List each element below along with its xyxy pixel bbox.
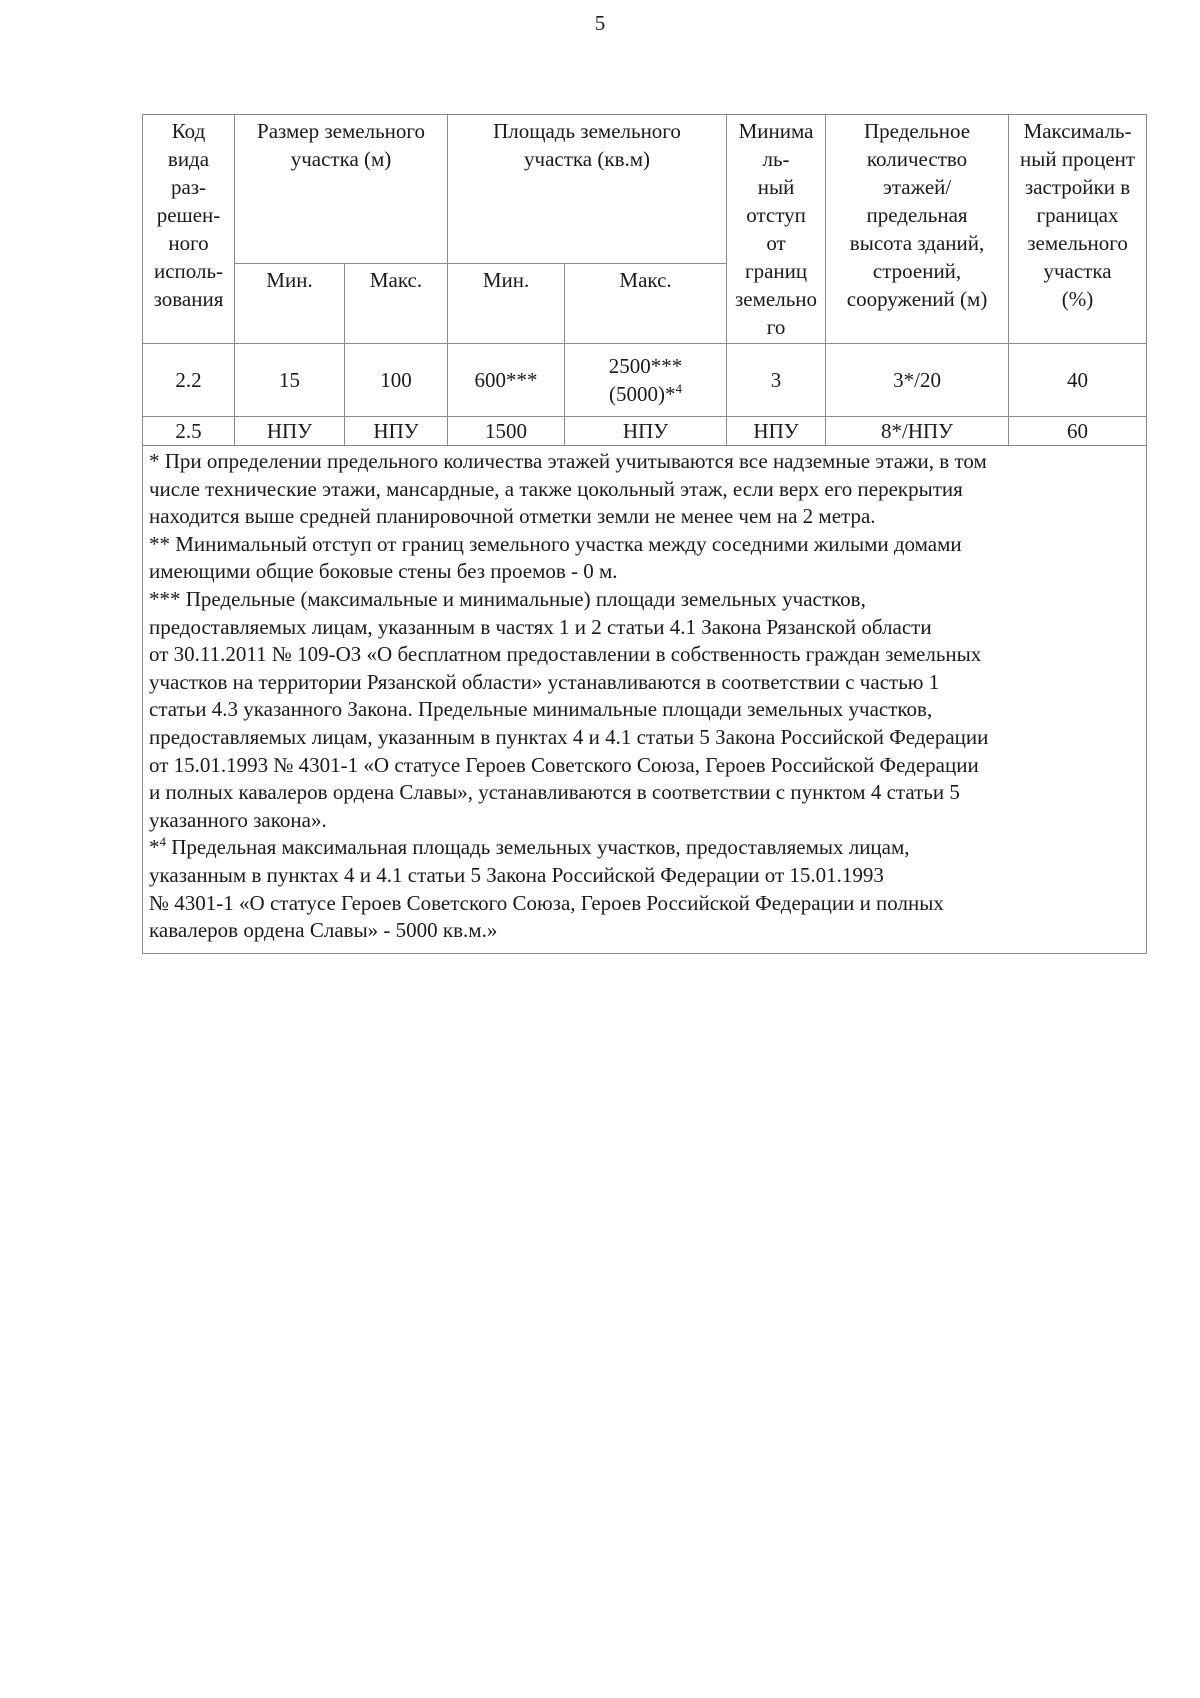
header-max-coverage (1009, 115, 1147, 344)
header-size-max: Макс. (345, 263, 448, 343)
footnote-line: указанного закона». (149, 807, 327, 832)
notes-row (143, 446, 1147, 954)
header-area-max: Макс. (565, 263, 727, 343)
cell-code: 2.2 (143, 344, 235, 417)
cell-area-max: НПУ (565, 417, 727, 446)
footnote-line: *** Предельные (максимальные и минимальные) площади земельных участков, (149, 586, 866, 611)
cell-area-max-line1: 2500*** (608, 354, 683, 378)
header-row-1 (143, 115, 1147, 264)
footnote-4-rest (149, 862, 1140, 945)
footnote-line: ** Минимальный отступ от границ земельного участка между соседними жилыми домами (149, 531, 962, 556)
header-plot-size-text: Размер земельного участка (м) (257, 119, 425, 171)
cell-size-min: 15 (235, 344, 345, 417)
cell-floors: 3*/20 (826, 344, 1009, 417)
footnote-line: статьи 4.3 указанного Закона. Предельные минимальные площади земельных участков, (149, 697, 933, 722)
cell-setback: НПУ (727, 417, 826, 446)
footnote-line: предоставляемых лицам, указанным в частях 1 и 2 статьи 4.1 Закона Рязанской области (149, 614, 932, 639)
header-max-floors (826, 115, 1009, 344)
footnote-2 (149, 531, 1140, 586)
page-number: 5 (594, 11, 606, 35)
footnote-line: от 15.01.1993 № 4301-1 «О статусе Героев Советского Союза, Героев Российской Федерации (149, 752, 979, 777)
footnote-line: находится выше средней планировочной отметки земли не менее чем на 2 метра. (149, 504, 876, 529)
header-min-setback-text: Минима ль- ный отступ от границ земельно го (735, 119, 818, 339)
footnote-4-first-text: Предельная максимальная площадь земельных участков, предоставляемых лицам, (166, 835, 910, 860)
header-code-text: Код вида раз- решен- ного исполь- зования (153, 119, 224, 311)
footnote-4 (149, 834, 1140, 944)
footnote-line: указанным в пунктах 4 и 4.1 статьи 5 Закона Российской Федерации от 15.01.1993 (149, 862, 884, 887)
cell-area-min: 1500 (448, 417, 565, 446)
header-area-min: Мин. (448, 263, 565, 343)
header-size-min: Мин. (235, 263, 345, 343)
footnote-line: участков на территории Рязанской области» устанавливаются в соответствии с частью 1 (149, 669, 940, 694)
cell-coverage: 60 (1009, 417, 1147, 446)
cell-floors: 8*/НПУ (826, 417, 1009, 446)
cell-area-max-sup: 4 (675, 381, 683, 396)
footnote-line: предоставляемых лицам, указанным в пунктах 4 и 4.1 статьи 5 Закона Российской Федерации (149, 724, 989, 749)
footnote-line: от 30.11.2011 № 109-ОЗ «О бесплатном предоставлении в собственность граждан земельных (149, 642, 982, 667)
footnote-line: и полных кавалеров ордена Славы», устанавливаются в соответствии с пунктом 4 статьи 5 (149, 780, 960, 805)
footnote-4-first-line (149, 834, 1140, 862)
header-plot-size (235, 115, 448, 264)
footnote-3 (149, 586, 1140, 834)
footnote-line: * При определении предельного количества этажей учитываются все надземные этажи, в том (149, 449, 987, 473)
header-plot-area-text: Площадь земельного участка (кв.м) (493, 119, 681, 171)
footnote-line: № 4301-1 «О статусе Героев Советского Союза, Героев Российской Федерации и полных (149, 890, 944, 915)
cell-size-min: НПУ (235, 417, 345, 446)
footnote-4-mark: * (149, 835, 160, 860)
header-plot-area (448, 115, 727, 264)
cell-size-max: 100 (345, 344, 448, 417)
cell-area-max-line2: (5000)* (609, 382, 676, 406)
footnote-line: имеющими общие боковые стены без проемов - 0 м. (149, 559, 618, 584)
header-max-coverage-text: Максималь- ный процент застройки в границах земельного участка (%) (1020, 119, 1136, 311)
table-row (143, 417, 1147, 446)
table-row (143, 344, 1147, 417)
header-min-setback (727, 115, 826, 344)
footnote-1 (149, 448, 1140, 531)
cell-size-max: НПУ (345, 417, 448, 446)
footnote-line: числе технические этажи, мансардные, а также цокольный этаж, если верх его перекрытия (149, 476, 963, 501)
header-code (143, 115, 235, 344)
cell-setback: 3 (727, 344, 826, 417)
cell-area-min: 600*** (448, 344, 565, 417)
zoning-parameters-table (142, 114, 1147, 954)
cell-code: 2.5 (143, 417, 235, 446)
cell-area-max (565, 344, 727, 417)
footnote-4-sup: 4 (159, 834, 166, 850)
footnotes (143, 446, 1147, 954)
cell-coverage: 40 (1009, 344, 1147, 417)
header-max-floors-text: Предельное количество этажей/ предельная высота зданий, строений, сооружений (м) (846, 119, 988, 311)
footnote-line: кавалеров ордена Славы» - 5000 кв.м.» (149, 918, 498, 943)
